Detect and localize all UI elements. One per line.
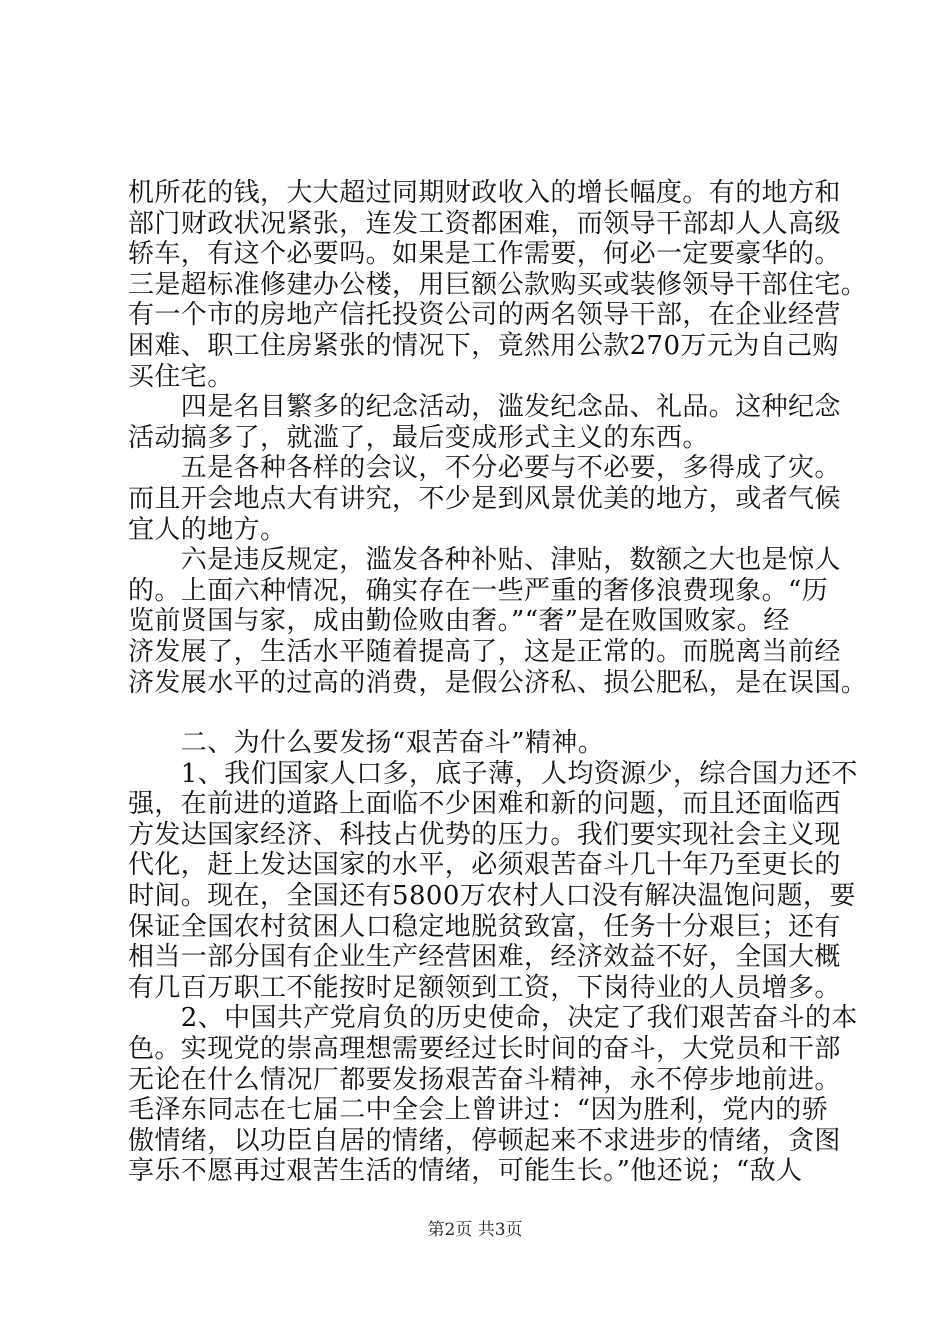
text-line: 2、中国共产党肩负的历史使命，决定了我们艰苦奋斗的本 bbox=[128, 1003, 858, 1034]
text-line: 活动搞多了，就滥了，最后变成形式主义的东西。 bbox=[128, 422, 709, 453]
text-line: 览前贤国与家，成由勤俭败由奢。”“奢”是在败国败家。经 bbox=[128, 606, 790, 637]
paragraph-block-1 bbox=[128, 178, 868, 698]
paragraph-block-2 bbox=[128, 758, 858, 1187]
text-line: 有一个市的房地产信托投资公司的两名领导干部，在企业经营 bbox=[128, 300, 841, 331]
text-line: 三是超标准修建办公楼，用巨额公款购买或装修领导干部住宅。 bbox=[128, 269, 868, 300]
text-line: 代化，赶上发达国家的水平，必须艰苦奋斗几十年乃至更长的 bbox=[128, 850, 841, 881]
text-line: 有几百万职工不能按时足额领到工资，下岗待业的人员增多。 bbox=[128, 972, 841, 1003]
text-line: 方发达国家经济、科技占优势的压力。我们要实现社会主义现 bbox=[128, 819, 841, 850]
text-line: 困难、职工住房紧张的情况下，竟然用公款270万元为自己购 bbox=[128, 330, 839, 361]
text-line: 部门财政状况紧张，连发工资都困难，而领导干部却人人高级 bbox=[128, 208, 841, 239]
text-line: 无论在什么情况厂都要发扬艰苦奋斗精神，永不停步地前进。 bbox=[128, 1064, 841, 1095]
text-line: 毛泽东同志在七届二中全会上曾讲过：“因为胜利，党内的骄 bbox=[128, 1095, 829, 1126]
text-line: 保证全国农村贫困人口稳定地脱贫致富，任务十分艰巨；还有 bbox=[128, 911, 841, 942]
text-line: 宜人的地方。 bbox=[128, 514, 287, 545]
paragraph-spacer bbox=[128, 698, 828, 728]
text-line: 六是违反规定，滥发各种补贴、津贴，数额之大也是惊人 bbox=[128, 545, 841, 576]
text-line: 强，在前进的道路上面临不少困难和新的问题，而且还面临西 bbox=[128, 789, 841, 820]
text-line: 机所花的钱，大大超过同期财政收入的增长幅度。有的地方和 bbox=[128, 178, 841, 208]
document-body bbox=[128, 178, 868, 1187]
text-line: 色。实现党的崇高理想需要经过长时间的奋斗，大党员和干部 bbox=[128, 1034, 841, 1065]
text-line: 轿车，有这个必要吗。如果是工作需要，何必一定要豪华的。 bbox=[128, 239, 841, 270]
text-line: 而且开会地点大有讲究，不少是到风景优美的地方，或者气候 bbox=[128, 483, 841, 514]
text-line: 相当一部分国有企业生产经营困难，经济效益不好，全国大概 bbox=[128, 942, 841, 973]
page-footer: 第2页 共3页 bbox=[427, 1220, 523, 1240]
text-line: 享乐不愿再过艰苦生活的情绪，可能生长。”他还说；“敌人 bbox=[128, 1156, 803, 1187]
text-line: 的。上面六种情况，确实存在一些严重的奢侈浪费现象。“历 bbox=[128, 575, 829, 606]
text-line: 济发展水平的过高的消费，是假公济私、损公肥私，是在误国。 bbox=[128, 667, 868, 698]
text-line: 济发展了，生活水平随着提高了，这是正常的。而脱离当前经 bbox=[128, 636, 841, 667]
text-line: 时间。现在，全国还有5800万农村人口没有解决温饱问题，要 bbox=[128, 881, 856, 912]
text-line: 买住宅。 bbox=[128, 361, 234, 392]
text-line: 五是各种各样的会议，不分必要与不必要，多得成了灾。 bbox=[128, 453, 841, 484]
text-line: 1、我们国家人口多，底子薄，人均资源少，综合国力还不 bbox=[128, 758, 858, 789]
text-line: 四是名目繁多的纪念活动，滥发纪念品、礼品。这种纪念 bbox=[128, 392, 841, 423]
text-line: 傲情绪，以功臣自居的情绪，停顿起来不求进步的情绪，贪图 bbox=[128, 1125, 841, 1156]
section-heading: 二、为什么要发扬“艰苦奋斗”精神。 bbox=[128, 728, 605, 759]
